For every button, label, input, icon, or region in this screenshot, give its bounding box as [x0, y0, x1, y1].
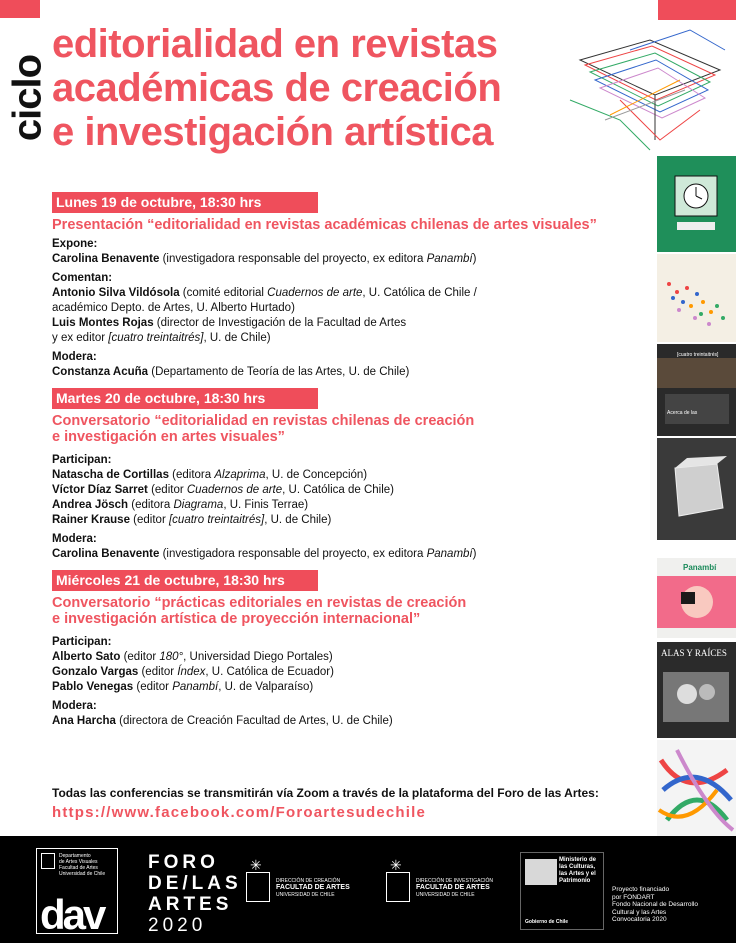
session-2	[52, 388, 652, 562]
person-line: Gonzalo Vargas (editor Índex, U. Católica de Ecuador)	[52, 666, 334, 678]
group-label: Expone:	[52, 238, 98, 250]
direccion-creacion-logo: ✳ DIRECCIÓN DE CREACIÓN FACULTAD DE ARTES UNIVERSIDAD DE CHILE	[246, 858, 371, 918]
person-line: Carolina Benavente (investigadora responsable del proyecto, ex editora Panambí)	[52, 253, 477, 265]
book-sketch-illustration	[560, 20, 730, 155]
direccion-investigacion-logo: ✳ DIRECCIÓN DE INVESTIGACIÓN FACULTAD DE ARTES UNIVERSIDAD DE CHILE	[386, 858, 511, 918]
person-line: Carolina Benavente (investigadora responsable del proyecto, ex editora Panambí)	[52, 548, 477, 560]
group-label: Comentan:	[52, 272, 113, 284]
person-line-continued: académico Depto. de Artes, U. Alberto Hurtado)	[52, 302, 295, 314]
event-title-line-1: Conversatorio “prácticas editoriales en revistas de creación	[52, 595, 467, 611]
svg-text:[cuatro treintaitrés]: [cuatro treintaitrés]	[677, 352, 719, 358]
event-title-line-1: Conversatorio “editorialidad en revistas chilenas de creación	[52, 413, 475, 429]
dav-logo	[36, 848, 118, 938]
person-line: Rainer Krause (editor [cuatro treintaitrés], U. de Chile)	[52, 514, 332, 526]
corner-accent-left	[0, 0, 40, 18]
program-content	[52, 192, 652, 737]
cover-panambi	[657, 558, 736, 638]
person-line: Luis Montes Rojas (director de Investigación de la Facultad de Artes	[52, 317, 407, 329]
group-label: Modera:	[52, 533, 97, 545]
university-crest-icon	[386, 872, 410, 902]
group-label: Participan:	[52, 636, 112, 648]
person-line-continued: y ex editor [cuatro treintaitrés], U. de Chile)	[52, 332, 271, 344]
chile-government-emblem-icon	[525, 859, 557, 885]
person-line: Víctor Díaz Sarret (editor Cuadernos de arte, U. Católica de Chile)	[52, 484, 394, 496]
person-line: Pablo Venegas (editor Panambí, U. de Valparaíso)	[52, 681, 314, 693]
svg-text:ALAS Y RAÍCES: ALAS Y RAÍCES	[661, 648, 727, 658]
person-line: Antonio Silva Vildósola (comité editorial Cuadernos de arte, U. Católica de Chile /	[52, 287, 477, 299]
university-crest-icon	[41, 853, 55, 869]
person-line: Natascha de Cortillas (editora Alzaprima, U. de Concepción)	[52, 469, 368, 481]
ministerio-logo: Ministerio de las Culturas, las Artes y el Patrimonio Gobierno de Chile	[520, 852, 604, 930]
session-date: Lunes 19 de octubre, 18:30 hrs	[52, 192, 318, 213]
svg-text:Acerca de las: Acerca de las	[667, 410, 698, 416]
star-icon: ✳	[250, 857, 262, 873]
magazine-covers-strip	[657, 156, 736, 836]
event-title-line-2: e investigación en artes visuales”	[52, 429, 285, 445]
person-line: Ana Harcha (directora de Creación Facultad de Artes, U. de Chile)	[52, 715, 393, 727]
session-date: Martes 20 de octubre, 18:30 hrs	[52, 388, 318, 409]
svg-text:Panambí: Panambí	[683, 563, 717, 572]
session-3	[52, 570, 652, 729]
cover-index	[657, 740, 736, 836]
star-icon: ✳	[390, 857, 402, 873]
university-crest-icon	[246, 872, 270, 902]
streaming-note	[52, 785, 652, 823]
streaming-note-text: Todas las conferencias se transmitirán vía Zoom a través de la plataforma del Foro de las Artes:	[52, 786, 599, 800]
foro-de-las-artes-logo: FORO DE/LAS ARTES 2020	[148, 852, 242, 936]
facebook-link[interactable]: https://www.facebook.com/Foroartesudechile	[52, 804, 427, 821]
cover-alas-y-raices	[657, 642, 736, 738]
cover-cuadernos-de-arte	[657, 156, 736, 252]
session-date: Miércoles 21 de octubre, 18:30 hrs	[52, 570, 318, 591]
group-label: Modera:	[52, 351, 97, 363]
person-line: Andrea Jösch (editora Diagrama, U. Finis Terrae)	[52, 499, 309, 511]
title-line-3: e investigación artística	[52, 110, 494, 154]
corner-accent-right	[658, 0, 736, 20]
session-1	[52, 192, 652, 380]
title-line-1: editorialidad en revistas	[52, 22, 498, 66]
group-label: Participan:	[52, 454, 112, 466]
title-line-2: académicas de creación	[52, 66, 502, 110]
cover-cuatro-treintaitres	[657, 344, 736, 436]
sponsor-footer	[0, 836, 736, 943]
person-line: Alberto Sato (editor 180°, Universidad Diego Portales)	[52, 651, 333, 663]
poster-title	[52, 22, 612, 154]
event-title-line-2: e investigación artística de proyección internacional”	[52, 611, 421, 627]
dav-wordmark: dav	[40, 891, 104, 938]
cover-diagrama	[657, 438, 736, 540]
side-word: ciclo	[5, 54, 50, 142]
fondart-credit: Proyecto financiado por FONDART Fondo Nacional de Desarrollo Cultural y las Artes Convocatoria 2020	[612, 886, 698, 923]
cover-alzaprima	[657, 254, 736, 342]
person-line: Constanza Acuña (Departamento de Teoría de las Artes, U. de Chile)	[52, 366, 410, 378]
group-label: Modera:	[52, 700, 97, 712]
dav-logo-text: Departamento de Artes Visuales Facultad de Artes Universidad de Chile	[59, 853, 106, 877]
event-title: Presentación “editorialidad en revistas académicas chilenas de artes visuales”	[52, 217, 597, 233]
